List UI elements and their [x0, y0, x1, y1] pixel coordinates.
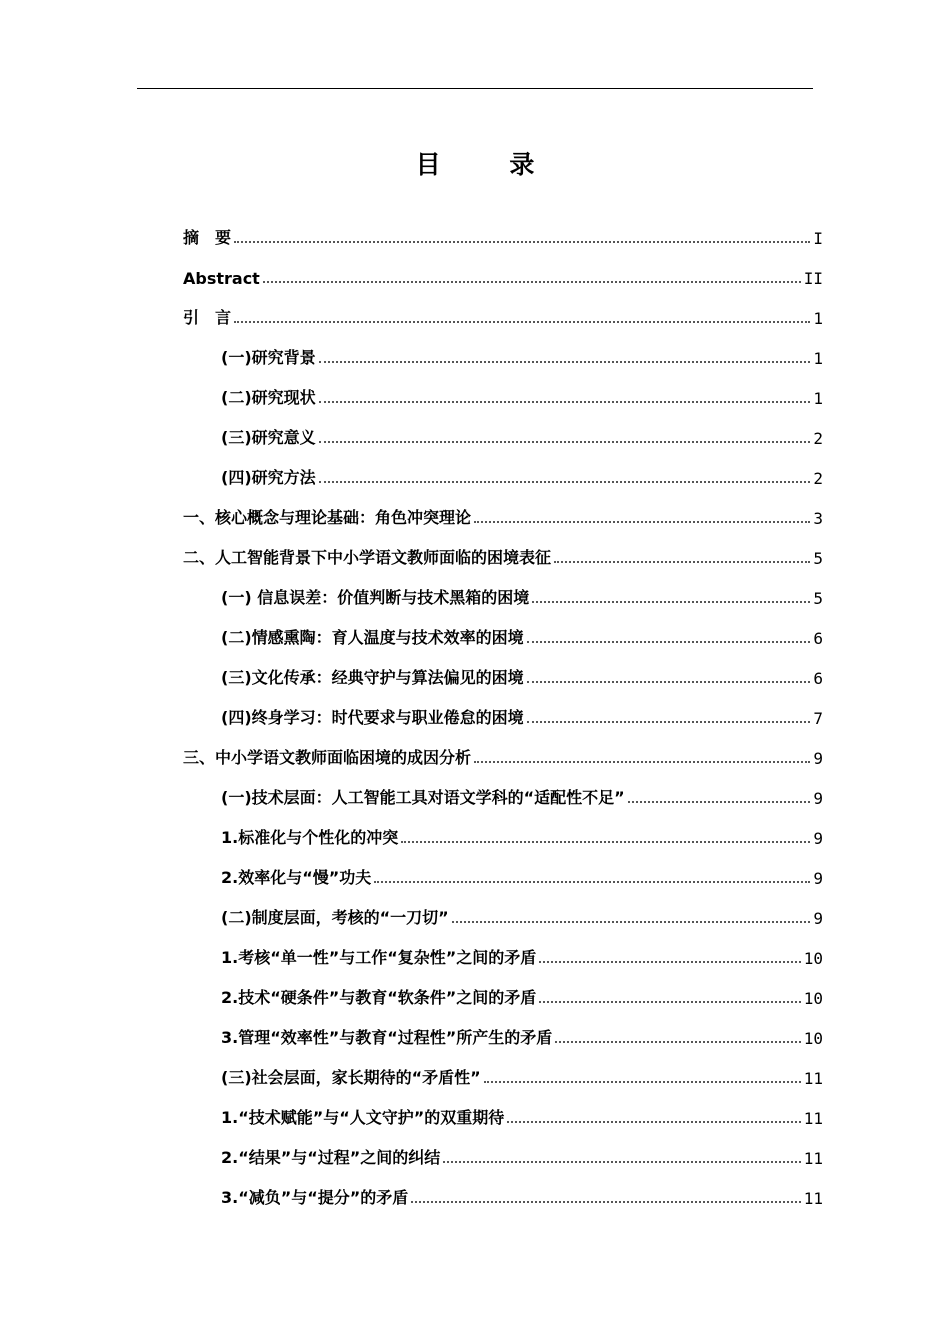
toc-entry-label: 二、人工智能背景下中小学语文教师面临的困境表征 [183, 548, 552, 567]
toc-page-number: 11 [803, 1109, 823, 1128]
toc-page-number: 10 [803, 1029, 823, 1048]
toc-page-number: 6 [813, 629, 823, 648]
toc-dot-leader [474, 521, 810, 523]
toc-dot-leader [374, 881, 810, 883]
toc-entry-label: 一、核心概念与理论基础：角色冲突理论 [183, 508, 472, 527]
toc-entry[interactable] [183, 570, 823, 610]
toc-page-number: 1 [813, 389, 823, 408]
toc-dot-leader [554, 561, 810, 563]
toc-page-number: 10 [803, 989, 823, 1008]
toc-entry[interactable] [183, 250, 823, 290]
toc-entry[interactable] [183, 210, 823, 250]
toc-entry[interactable] [183, 730, 823, 770]
toc-dot-leader [527, 641, 811, 643]
toc-dot-leader [527, 721, 811, 723]
toc-page-number: 11 [803, 1069, 823, 1088]
toc-entry[interactable] [183, 850, 823, 890]
toc-dot-leader [484, 1081, 801, 1083]
toc-entry-label: 2.效率化与“慢”功夫 [221, 868, 372, 887]
toc-page-number: 5 [813, 549, 823, 568]
toc-entry-label: (二)研究现状 [221, 388, 316, 407]
toc-entry[interactable] [183, 1050, 823, 1090]
toc-dot-leader [234, 241, 810, 243]
toc-dot-leader [539, 961, 800, 963]
toc-entry-label: (四)研究方法 [221, 468, 316, 487]
toc-entry[interactable] [183, 930, 823, 970]
toc-entry[interactable] [183, 610, 823, 650]
toc-entry-label: 1.考核“单一性”与工作“复杂性”之间的矛盾 [221, 948, 537, 967]
toc-page-number: 9 [813, 909, 823, 928]
toc-page-number: 7 [813, 709, 823, 728]
toc-entry[interactable] [183, 410, 823, 450]
toc-entry[interactable] [183, 650, 823, 690]
toc-entry-label: 2.技术“硬条件”与教育“软条件”之间的矛盾 [221, 988, 537, 1007]
toc-dot-leader [532, 601, 810, 603]
toc-entry-label: (二)制度层面，考核的“一刀切” [221, 908, 449, 927]
toc-page-number: 2 [813, 429, 823, 448]
toc-entry-label: (一)技术层面：人工智能工具对语文学科的“适配性不足” [221, 788, 625, 807]
toc-entry-label: 三、中小学语文教师面临困境的成因分析 [183, 748, 472, 767]
toc-dot-leader [555, 1041, 800, 1043]
toc-entry-label: (三)社会层面，家长期待的“矛盾性” [221, 1068, 481, 1087]
toc-entry[interactable] [183, 290, 823, 330]
toc-dot-leader [319, 481, 811, 483]
toc-dot-leader [263, 281, 801, 283]
toc-entry-label: 摘 要 [183, 228, 232, 247]
toc-dot-leader [319, 441, 811, 443]
toc-page-number: II [803, 269, 823, 288]
toc-entry-label: 1.“技术赋能”与“人文守护”的双重期待 [221, 1108, 505, 1127]
toc-entry[interactable] [183, 370, 823, 410]
toc-entry-label: Abstract [183, 269, 260, 288]
toc-entry-label: (一) 信息误差：价值判断与技术黑箱的困境 [221, 588, 530, 607]
toc-entry-label: 2.“结果”与“过程”之间的纠结 [221, 1148, 441, 1167]
toc-page-number: 5 [813, 589, 823, 608]
toc-entry[interactable] [183, 1090, 823, 1130]
toc-entry-label: 1.标准化与个性化的冲突 [221, 828, 399, 847]
toc-dot-leader [319, 401, 811, 403]
toc-page-number: 1 [813, 309, 823, 328]
toc-dot-leader [319, 361, 811, 363]
toc-dot-leader [411, 1201, 800, 1203]
toc-dot-leader [539, 1001, 800, 1003]
toc-page-number: 6 [813, 669, 823, 688]
toc-page-number: 2 [813, 469, 823, 488]
toc-page-number: 9 [813, 869, 823, 888]
toc-entry-label: (二)情感熏陶：育人温度与技术效率的困境 [221, 628, 524, 647]
toc-dot-leader [507, 1121, 800, 1123]
toc-dot-leader [474, 761, 810, 763]
toc-entry[interactable] [183, 890, 823, 930]
toc-page-number: 11 [803, 1149, 823, 1168]
toc-page-number: 10 [803, 949, 823, 968]
toc-page-number: I [813, 229, 823, 248]
toc-dot-leader [234, 321, 810, 323]
toc-entry-label: (一)研究背景 [221, 348, 316, 367]
toc-entry[interactable] [183, 450, 823, 490]
toc-entry-label: (四)终身学习：时代要求与职业倦怠的困境 [221, 708, 524, 727]
toc-entry-label: 引 言 [183, 308, 232, 327]
toc-entry[interactable] [183, 810, 823, 850]
toc-page-number: 9 [813, 749, 823, 768]
toc-page-number: 1 [813, 349, 823, 368]
toc-page-number: 9 [813, 829, 823, 848]
toc-page-number: 9 [813, 789, 823, 808]
toc-list [183, 210, 823, 1210]
toc-entry[interactable] [183, 1010, 823, 1050]
toc-entry-label: (三)研究意义 [221, 428, 316, 447]
toc-entry[interactable] [183, 530, 823, 570]
toc-title: 目 录 [415, 150, 565, 179]
toc-entry[interactable] [183, 1170, 823, 1210]
toc-dot-leader [443, 1161, 800, 1163]
toc-entry[interactable] [183, 690, 823, 730]
toc-entry-label: (三)文化传承：经典守护与算法偏见的困境 [221, 668, 524, 687]
toc-dot-leader [527, 681, 811, 683]
toc-entry-label: 3.管理“效率性”与教育“过程性”所产生的矛盾 [221, 1028, 553, 1047]
toc-page-number: 3 [813, 509, 823, 528]
toc-entry-label: 3.“减负”与“提分”的矛盾 [221, 1188, 409, 1207]
toc-entry[interactable] [183, 330, 823, 370]
toc-dot-leader [628, 801, 811, 803]
toc-page-number: 11 [803, 1189, 823, 1208]
toc-entry[interactable] [183, 970, 823, 1010]
toc-entry[interactable] [183, 490, 823, 530]
toc-dot-leader [401, 841, 810, 843]
toc-dot-leader [452, 921, 811, 923]
toc-entry[interactable] [183, 770, 823, 810]
header-rule [137, 88, 813, 89]
toc-entry[interactable] [183, 1130, 823, 1170]
